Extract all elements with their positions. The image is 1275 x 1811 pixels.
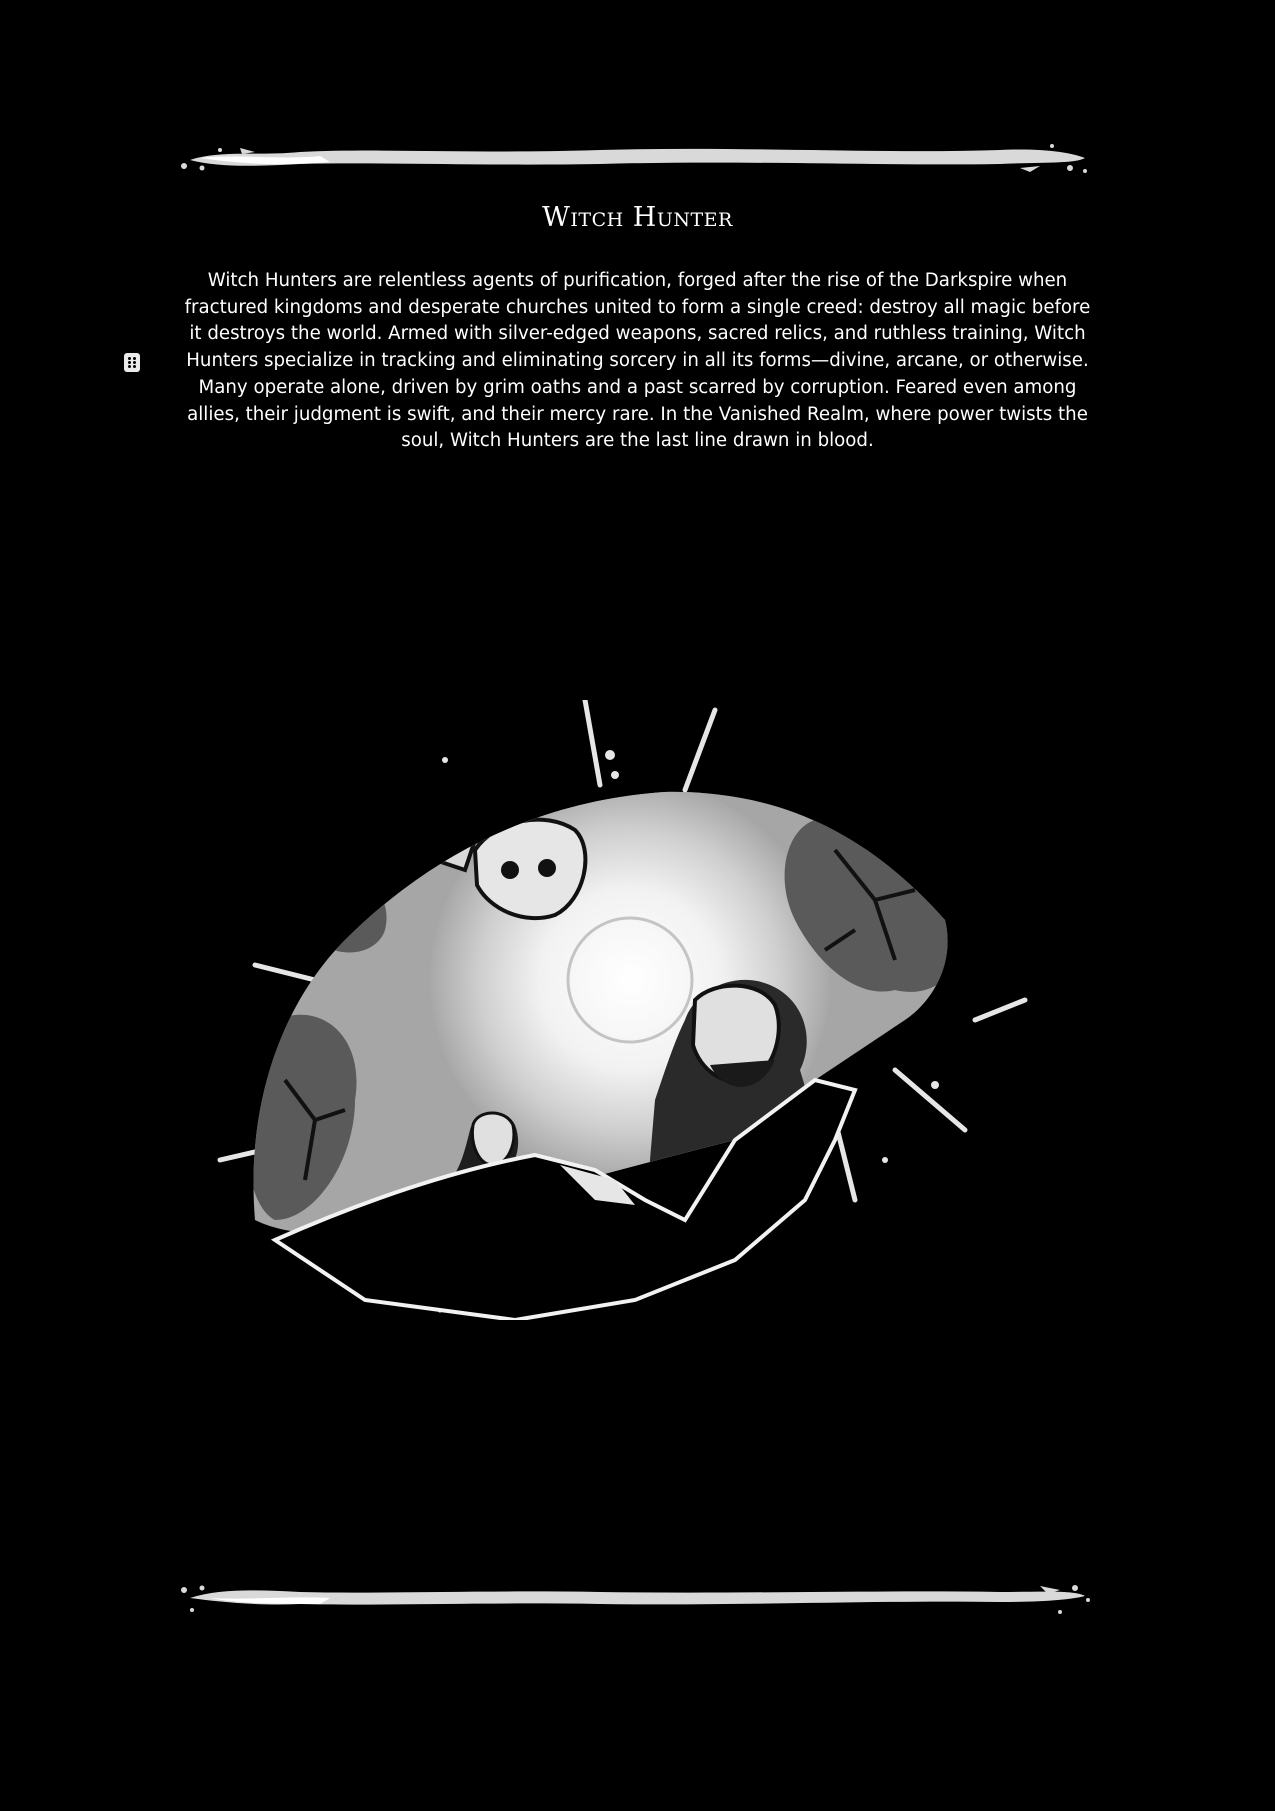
brush-border-top xyxy=(180,138,1095,178)
drag-handle-icon[interactable] xyxy=(124,353,140,372)
intro-paragraph: Witch Hunters are relentless agents of purification, forged after the rise of the Darkspire when fractured kingdoms and desperate churches united to form a single creed: destroy all magic before it destroys the world. Armed with silver-edged weapons, sacred relics, and ruthless training, Witch Hunters specialize in tracking and eliminating sorcery in all its forms—divine, arcane, or otherwise. Many operate alone, driven by grim oaths and a past scarred by corruption. Feared even among allies, their judgment is swift, and their mercy rare. In the Vanished Realm, where power twists the soul, Witch Hunters are the last line drawn in blood. xyxy=(184,270,1091,452)
page-title: Witch Hunter xyxy=(542,202,733,233)
witch-hunter-illustration xyxy=(215,700,1035,1320)
brush-border-bottom xyxy=(180,1580,1095,1620)
